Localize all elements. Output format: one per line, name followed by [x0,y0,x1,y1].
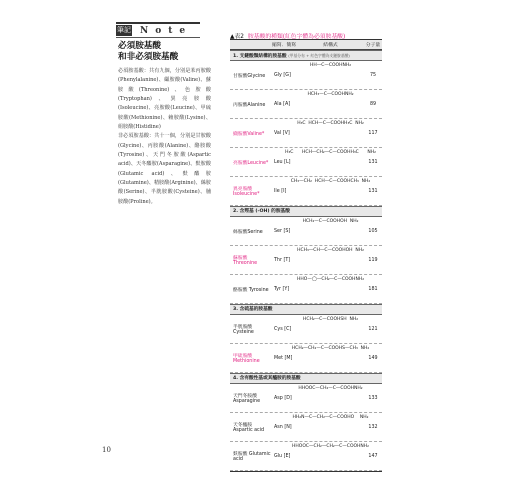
structure-line: H [292,444,296,449]
structure-line: OH NH₂ [345,248,364,253]
structure-formula [297,248,364,253]
table-row [230,315,382,344]
amino-acid-name: 纈胺酸Valine* [233,131,265,137]
amino-acid-abbr: Met [M] [274,355,293,361]
structure-formula [291,179,370,184]
structure-formula [285,150,376,155]
molecular-weight: 149 [368,355,378,361]
amino-acid-name: 絲胺酸Serine [233,229,263,235]
structure-line: CH₃—CH—C—COOH [300,248,346,253]
structure-line: H₃C NH₂ [344,121,364,126]
structure-line: H [302,219,306,224]
amino-acid-abbr: Gly [G] [274,72,291,78]
section-label: 2. 含羥基 (-OH) 的胺基酸 [230,206,382,217]
table-row [230,90,382,119]
structure-line: HO—◯—CH₂—C—COOH [300,277,356,282]
molecular-weight: 89 [369,101,377,107]
structure-line: CH—C—COOH [318,179,351,184]
amino-acid-abbr: Ile [I] [274,188,287,194]
page-number: 10 [102,446,111,454]
structure-line: H [297,277,301,282]
molecular-weight: 131 [368,188,378,194]
structure-line: CH₂—C—COOH [305,219,341,224]
structure-cell [297,275,364,303]
structure-formula [292,346,369,351]
side-note-title: 必須胺基酸 和非必須胺基酸 [118,41,179,62]
amino-acid-name: 半胱胺酸 Cysteine [233,325,254,335]
structure-formula [298,386,362,391]
structure-cell [297,384,364,412]
table-row [230,344,382,373]
header-mw: 分子量 [365,43,381,48]
table-row [230,119,382,148]
structure-line: H₂N—C—CH₂—C—COOH [295,415,351,420]
amino-acid-abbr: Ala [A] [274,101,291,107]
structure-line: CH₃—CH₂ H [290,179,319,184]
header-name [230,40,271,49]
section-label: 4. 含有酸性基或其醯胺的胺基酸 [230,373,382,384]
header-structure: 結構式 [323,43,338,48]
structure-formula [292,444,369,449]
table-caption-code: ▲表2 [230,34,244,40]
amino-acid-name: 酪胺酸 Tyrosine [233,287,269,293]
amino-acid-abbr: Thr [T] [274,257,291,263]
table-row [230,442,382,471]
structure-line: H₃C H [297,121,312,126]
structure-formula [293,415,369,420]
side-note-body: 必須胺基酸：共有九個，分別是苯丙胺酸(Phenylalanine)、纈胺酸(Valine)、蘇胺酸(Threonine)、色胺酸(Tryptophan)、異亮胺酸(Isoleucine)、亮胺酸(Leucine)、甲硫胺酸(Methionine)、賴胺酸(Lysine)、組胺酸(Histidine) 非必須胺基酸：共十一個，分別是甘胺酸(Glycine)、丙胺酸(Alanine)、酪胺酸(Tyrosine)、天門冬胺酸(Aspartic acid)、天冬醯胺(Asparagine)、麩胺酸(Glutamic acid)、麩醯胺(Glutamine)、精胺酸(Arginine)、絲胺酸(Serine)、半胱胺酸(Cysteine)、脯胺酸(Proline)。 [118,68,211,205]
note-header [116,22,200,38]
table-row [230,148,382,177]
structure-line: CH₂—C—COOH [306,317,341,322]
molecular-weight: 133 [368,395,378,401]
structure-line: CH₃ NH₂ [350,179,371,184]
structure-line: H₃C NH₂ [350,150,376,155]
structure-line: NH₂ [355,277,364,282]
molecular-weight: 147 [368,453,378,459]
structure-formula [307,92,353,97]
amino-acid-name: 天冬醯胺 Aspartic acid [233,423,265,433]
amino-acid-abbr: Tyr [Y] [274,286,290,292]
structure-cell [297,119,364,147]
structure-cell [297,61,364,89]
amino-acid-abbr: Asp [D] [274,395,292,401]
table-header-row [230,40,382,50]
table-bottom-rule [230,471,382,472]
structure-line: NH₂ [360,444,369,449]
table-row [230,413,382,442]
structure-line: S—CH₃ NH₂ [342,346,370,351]
structure-cell [297,246,364,274]
table-row [230,177,382,206]
structure-line: OH NH₂ [340,219,359,224]
structure-line: H [292,415,296,420]
structure-line: H—C—COOH [313,63,343,68]
note-book-icon: 筆記 [117,26,131,34]
section-note: (甲基分布 + 紅色字體為支鏈胺基酸) [288,53,350,58]
structure-line: H [307,92,311,97]
structure-line: HOOC—CH₂—C—COOH [301,386,355,391]
molecular-weight: 181 [368,286,378,292]
structure-formula [297,277,364,282]
molecular-weight: 131 [368,159,378,165]
structure-line: H [291,346,296,351]
amino-acid-name: 亮胺酸Leucine* [233,160,269,166]
structure-cell [297,217,364,245]
molecular-weight: 75 [369,72,377,78]
molecular-weight: 119 [368,257,378,263]
section-label: 3. 含硫基的胺基酸 [230,304,382,315]
header-abbr: 縮寫．簡寫 [272,43,296,48]
amino-acid-name: 異亮胺酸 Isoleucine* [233,187,260,197]
amino-acid-name: 甘胺酸Glycine [233,73,266,79]
structure-formula [303,219,359,224]
structure-line: HOOC—CH₂—CH₂—C—COOH [295,444,361,449]
structure-cell [292,413,369,441]
amino-acid-abbr: Glu [E] [274,453,291,459]
table-row [230,217,382,246]
table-row [230,246,382,275]
structure-formula [310,63,351,68]
amino-acid-table [230,39,382,471]
molecular-weight: 132 [368,424,378,430]
amino-acid-abbr: Leu [L] [274,159,291,165]
structure-line: H [297,248,301,253]
structure-line: CH—C—COOH [311,121,345,126]
structure-formula [297,121,364,126]
amino-acid-abbr: Asn [N] [274,424,292,430]
amino-acid-abbr: Cys [C] [274,326,292,332]
structure-line: H [298,386,302,391]
table-body [230,50,382,471]
structure-cell [297,90,364,118]
structure-line: CH₃—C—COOH [310,92,345,97]
section-label: 1. 支鏈酸類結構的胺基酸 (甲基分布 + 紅色字體為支鏈胺基酸) [230,50,382,61]
molecular-weight: 121 [368,326,378,332]
structure-line: H₃C H [285,150,306,155]
amino-acid-abbr: Ser [S] [274,228,291,234]
structure-cell [297,315,364,343]
molecular-weight: 105 [368,228,378,234]
amino-acid-name: 蘇胺酸Threonine [233,256,258,266]
amino-acid-name: 天門冬胺酸 Asparagine [233,394,261,404]
amino-acid-name: 丙胺酸Alanine [233,102,266,108]
structure-cell [292,442,369,470]
structure-formula [303,317,358,322]
structure-line: CH—CH₂—C—COOH [305,150,351,155]
structure-cell [291,344,370,372]
structure-line: NH₂ [344,92,354,97]
structure-line: O NH₂ [350,415,369,420]
structure-line: H [309,63,314,68]
structure-line: SH NH₂ [340,317,359,322]
table-row [230,384,382,413]
table-row [230,275,382,304]
structure-cell [290,177,371,205]
amino-acid-abbr: Val [V] [274,130,290,136]
structure-line: NH₂ [354,386,363,391]
amino-acid-name: 麩胺酸 Glutamic acid [233,452,271,462]
molecular-weight: 117 [368,130,378,136]
structure-line: CH₂—CH₂—C—COOH [295,346,343,351]
structure-line: H [302,317,307,322]
note-label: Note [140,25,193,36]
table-row [230,61,382,90]
structure-line: NH₂ [342,63,352,68]
amino-acid-name: 甲硫胺酸 Methionine [233,354,260,364]
table-caption-text: 胺基酸的種類(紅色字體為必須胺基酸) [247,34,346,40]
